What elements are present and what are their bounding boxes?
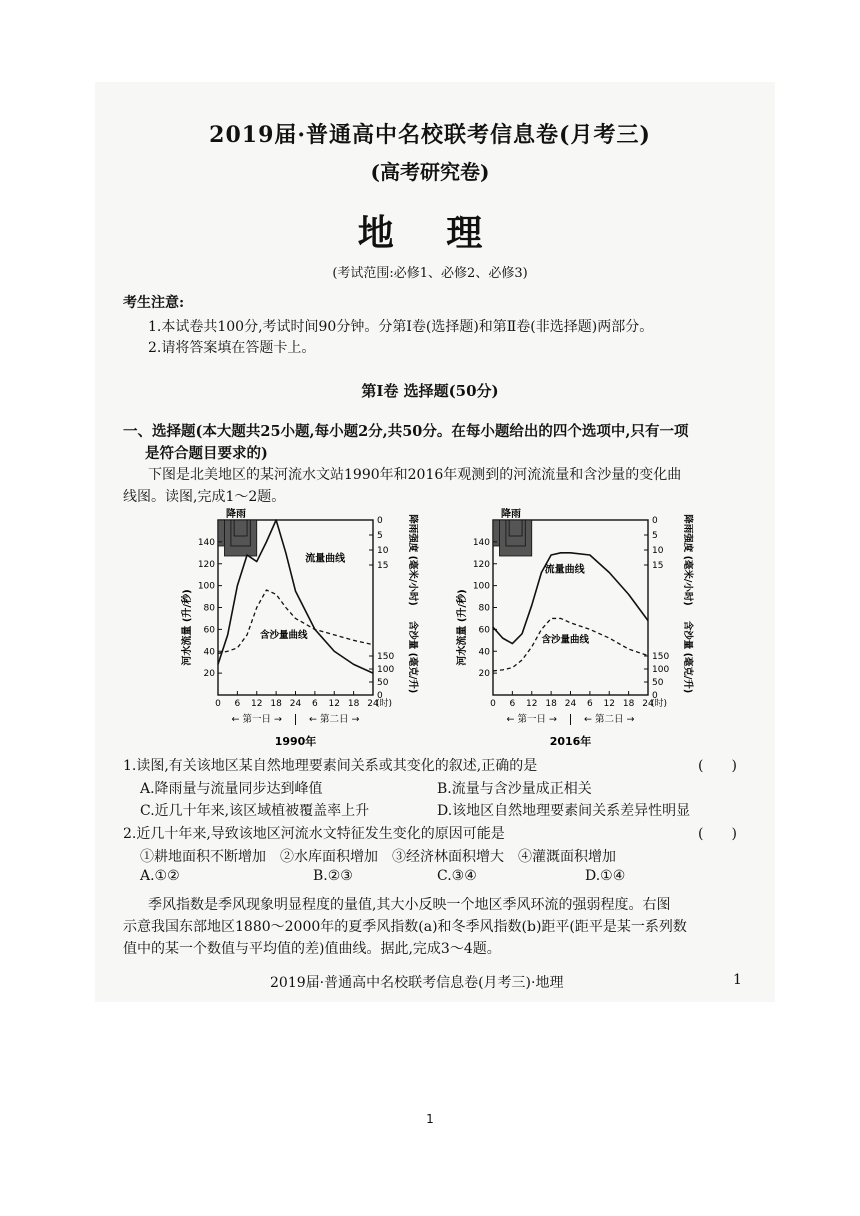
monsoon-paragraph: 示意我国东部地区1880～2000年的夏季风指数(a)和冬季风指数(b)距平(距平是某一系列数 <box>123 919 687 935</box>
x-tick-label: 12 <box>603 699 615 709</box>
day1-label: ← 第一日 → <box>506 714 557 725</box>
y-tick-label: 140 <box>197 537 215 548</box>
x-tick-label: 24 <box>289 699 302 709</box>
x-tick-label: 24 <box>642 699 654 709</box>
day1-label: ← 第一日 → <box>231 714 282 725</box>
sediment-axis-title: 含沙量 (毫克/升) <box>407 620 418 694</box>
y-tick-label: 40 <box>203 647 215 658</box>
y-tick-label: 60 <box>203 625 215 636</box>
intro-paragraph: 下图是北美地区的某河流水文站1990年和2016年观测到的河流流量和含沙量的变化曲 <box>148 467 682 483</box>
y-tick-label: 20 <box>203 669 215 680</box>
x-tick-label: 6 <box>234 699 241 709</box>
q1-option-a: A.降雨量与流量同步达到峰值 <box>140 781 323 797</box>
x-tick-label: 18 <box>622 699 635 709</box>
q2-statements: ①耕地面积不断增加 ②水库面积增加 ③经济林面积增大 ④灌溉面积增加 <box>140 849 616 865</box>
rain-label: 降雨 <box>226 509 246 520</box>
sediment-curve-label: 含沙量曲线 <box>541 634 589 646</box>
rain-tick-label: 10 <box>652 546 664 556</box>
chart-year-label: 1990年 <box>274 735 317 748</box>
x-tick-label: 24 <box>367 699 379 709</box>
left-axis-title: 河水流量 (升/秒) <box>457 589 468 666</box>
y-tick-label: 60 <box>478 625 490 636</box>
q2-option-a: A.①② <box>140 868 180 884</box>
q2-option-b: B.②③ <box>313 868 353 884</box>
y-tick-label: 80 <box>478 603 490 614</box>
x-tick-label: 0 <box>490 699 496 709</box>
chart-year-label: 2016年 <box>549 735 592 748</box>
page-number: 1 <box>426 1112 434 1126</box>
y-tick-label: 100 <box>472 581 490 592</box>
subject-title: 地 理 <box>357 212 503 254</box>
rain-tick-label: 0 <box>377 516 383 526</box>
y-tick-label: 80 <box>203 603 215 614</box>
y-tick-label: 120 <box>197 559 215 570</box>
day2-label: ← 第二日 → <box>584 714 635 725</box>
rain-tick-label: 15 <box>652 561 664 571</box>
chart-2016 <box>455 505 695 750</box>
exam-scope: (考试范围:必修1、必修2、必修3) <box>332 266 528 281</box>
question-1-stem: 1.读图,有关该地区某自然地理要素间关系或其变化的叙述,正确的是 <box>123 758 538 774</box>
x-tick-label: 6 <box>509 699 516 709</box>
answer-bracket: ( ) <box>698 826 737 842</box>
notice-heading: 考生注意: <box>123 295 185 311</box>
sediment-curve <box>218 590 373 653</box>
sediment-tick-label: 150 <box>377 652 395 662</box>
sediment-tick-label: 100 <box>377 665 395 675</box>
instruction-line: 一、选择题(本大题共25小题,每小题2分,共50分。在每小题给出的四个选项中,只有一项 <box>123 423 689 440</box>
q2-option-d: D.①④ <box>585 868 626 884</box>
y-tick-label: 100 <box>197 581 215 592</box>
x-tick-label: 18 <box>270 699 282 709</box>
x-tick-label: 6 <box>312 699 318 709</box>
rainfall-bar <box>509 520 522 536</box>
instruction-line: 是符合题目要求的) <box>145 445 268 462</box>
chart-1990 <box>180 505 420 750</box>
x-unit-label: (时) <box>651 699 668 709</box>
rain-axis-title: 降雨强度 (毫米/小时) <box>407 514 418 606</box>
sediment-tick-label: 150 <box>652 652 670 662</box>
monsoon-paragraph: 季风指数是季风现象明显程度的量值,其大小反映一个地区季风环流的强弱程度。右图 <box>148 897 671 913</box>
y-tick-label: 120 <box>472 559 490 570</box>
monsoon-paragraph: 值中的某一个数值与平均值的差)值曲线。据此,完成3～4题。 <box>123 941 501 957</box>
flow-curve-label: 流量曲线 <box>305 553 346 565</box>
q1-option-d: D.该地区自然地理要素间关系差异性明显 <box>437 803 691 819</box>
x-unit-label: (时) <box>376 699 393 709</box>
flow-curve-label: 流量曲线 <box>544 564 585 576</box>
y-tick-label: 40 <box>478 647 490 658</box>
sediment-tick-label: 0 <box>377 691 383 701</box>
x-tick-label: 12 <box>251 699 263 709</box>
answer-bracket: ( ) <box>698 758 737 774</box>
x-tick-label: 0 <box>215 699 221 709</box>
footer-page-number: 1 <box>733 972 742 988</box>
rain-tick-label: 10 <box>377 546 389 556</box>
x-tick-label: 18 <box>545 699 557 709</box>
x-tick-label: 12 <box>328 699 340 709</box>
sediment-tick-label: 50 <box>377 678 389 688</box>
rain-label: 降雨 <box>501 509 521 520</box>
left-axis-title: 河水流量 (升/秒) <box>182 589 193 666</box>
x-tick-label: 12 <box>526 699 538 709</box>
x-tick-label: 24 <box>564 699 577 709</box>
question-2-stem: 2.近几十年来,导致该地区河流水文特征发生变化的原因可能是 <box>123 826 505 842</box>
sediment-tick-label: 0 <box>652 691 658 701</box>
y-tick-label: 140 <box>472 537 490 548</box>
sediment-curve-label: 含沙量曲线 <box>259 630 308 642</box>
rainfall-bar <box>234 520 247 536</box>
notice-item: 1.本试卷共100分,考试时间90分钟。分第Ⅰ卷(选择题)和第Ⅱ卷(非选择题)两部分。 <box>148 319 654 335</box>
rain-tick-label: 5 <box>377 531 383 541</box>
exam-subtitle: (高考研究卷) <box>370 160 490 184</box>
sediment-axis-title: 含沙量 (毫克/升) <box>682 620 693 694</box>
x-tick-label: 6 <box>587 699 593 709</box>
page-footer: 2019届·普通高中名校联考信息卷(月考三)·地理 <box>270 975 564 991</box>
q1-option-b: B.流量与含沙量成正相关 <box>437 781 592 797</box>
section-title: 第Ⅰ卷 选择题(50分) <box>361 382 499 400</box>
rain-tick-label: 15 <box>377 561 389 571</box>
rain-axis-title: 降雨强度 (毫米/小时) <box>682 514 693 606</box>
rain-tick-label: 5 <box>652 531 658 541</box>
x-tick-label: 18 <box>347 699 360 709</box>
notice-item: 2.请将答案填在答题卡上。 <box>148 340 316 356</box>
day2-label: ← 第二日 → <box>309 714 360 725</box>
sediment-tick-label: 100 <box>652 665 670 675</box>
exam-title: 2019届·普通高中名校联考信息卷(月考三) <box>209 122 651 148</box>
sediment-tick-label: 50 <box>652 678 664 688</box>
intro-paragraph: 线图。读图,完成1～2题。 <box>123 489 286 505</box>
y-tick-label: 20 <box>478 669 490 680</box>
q1-option-c: C.近几十年来,该区域植被覆盖率上升 <box>140 803 370 819</box>
rain-tick-label: 0 <box>652 516 658 526</box>
q2-option-c: C.③④ <box>437 868 477 884</box>
